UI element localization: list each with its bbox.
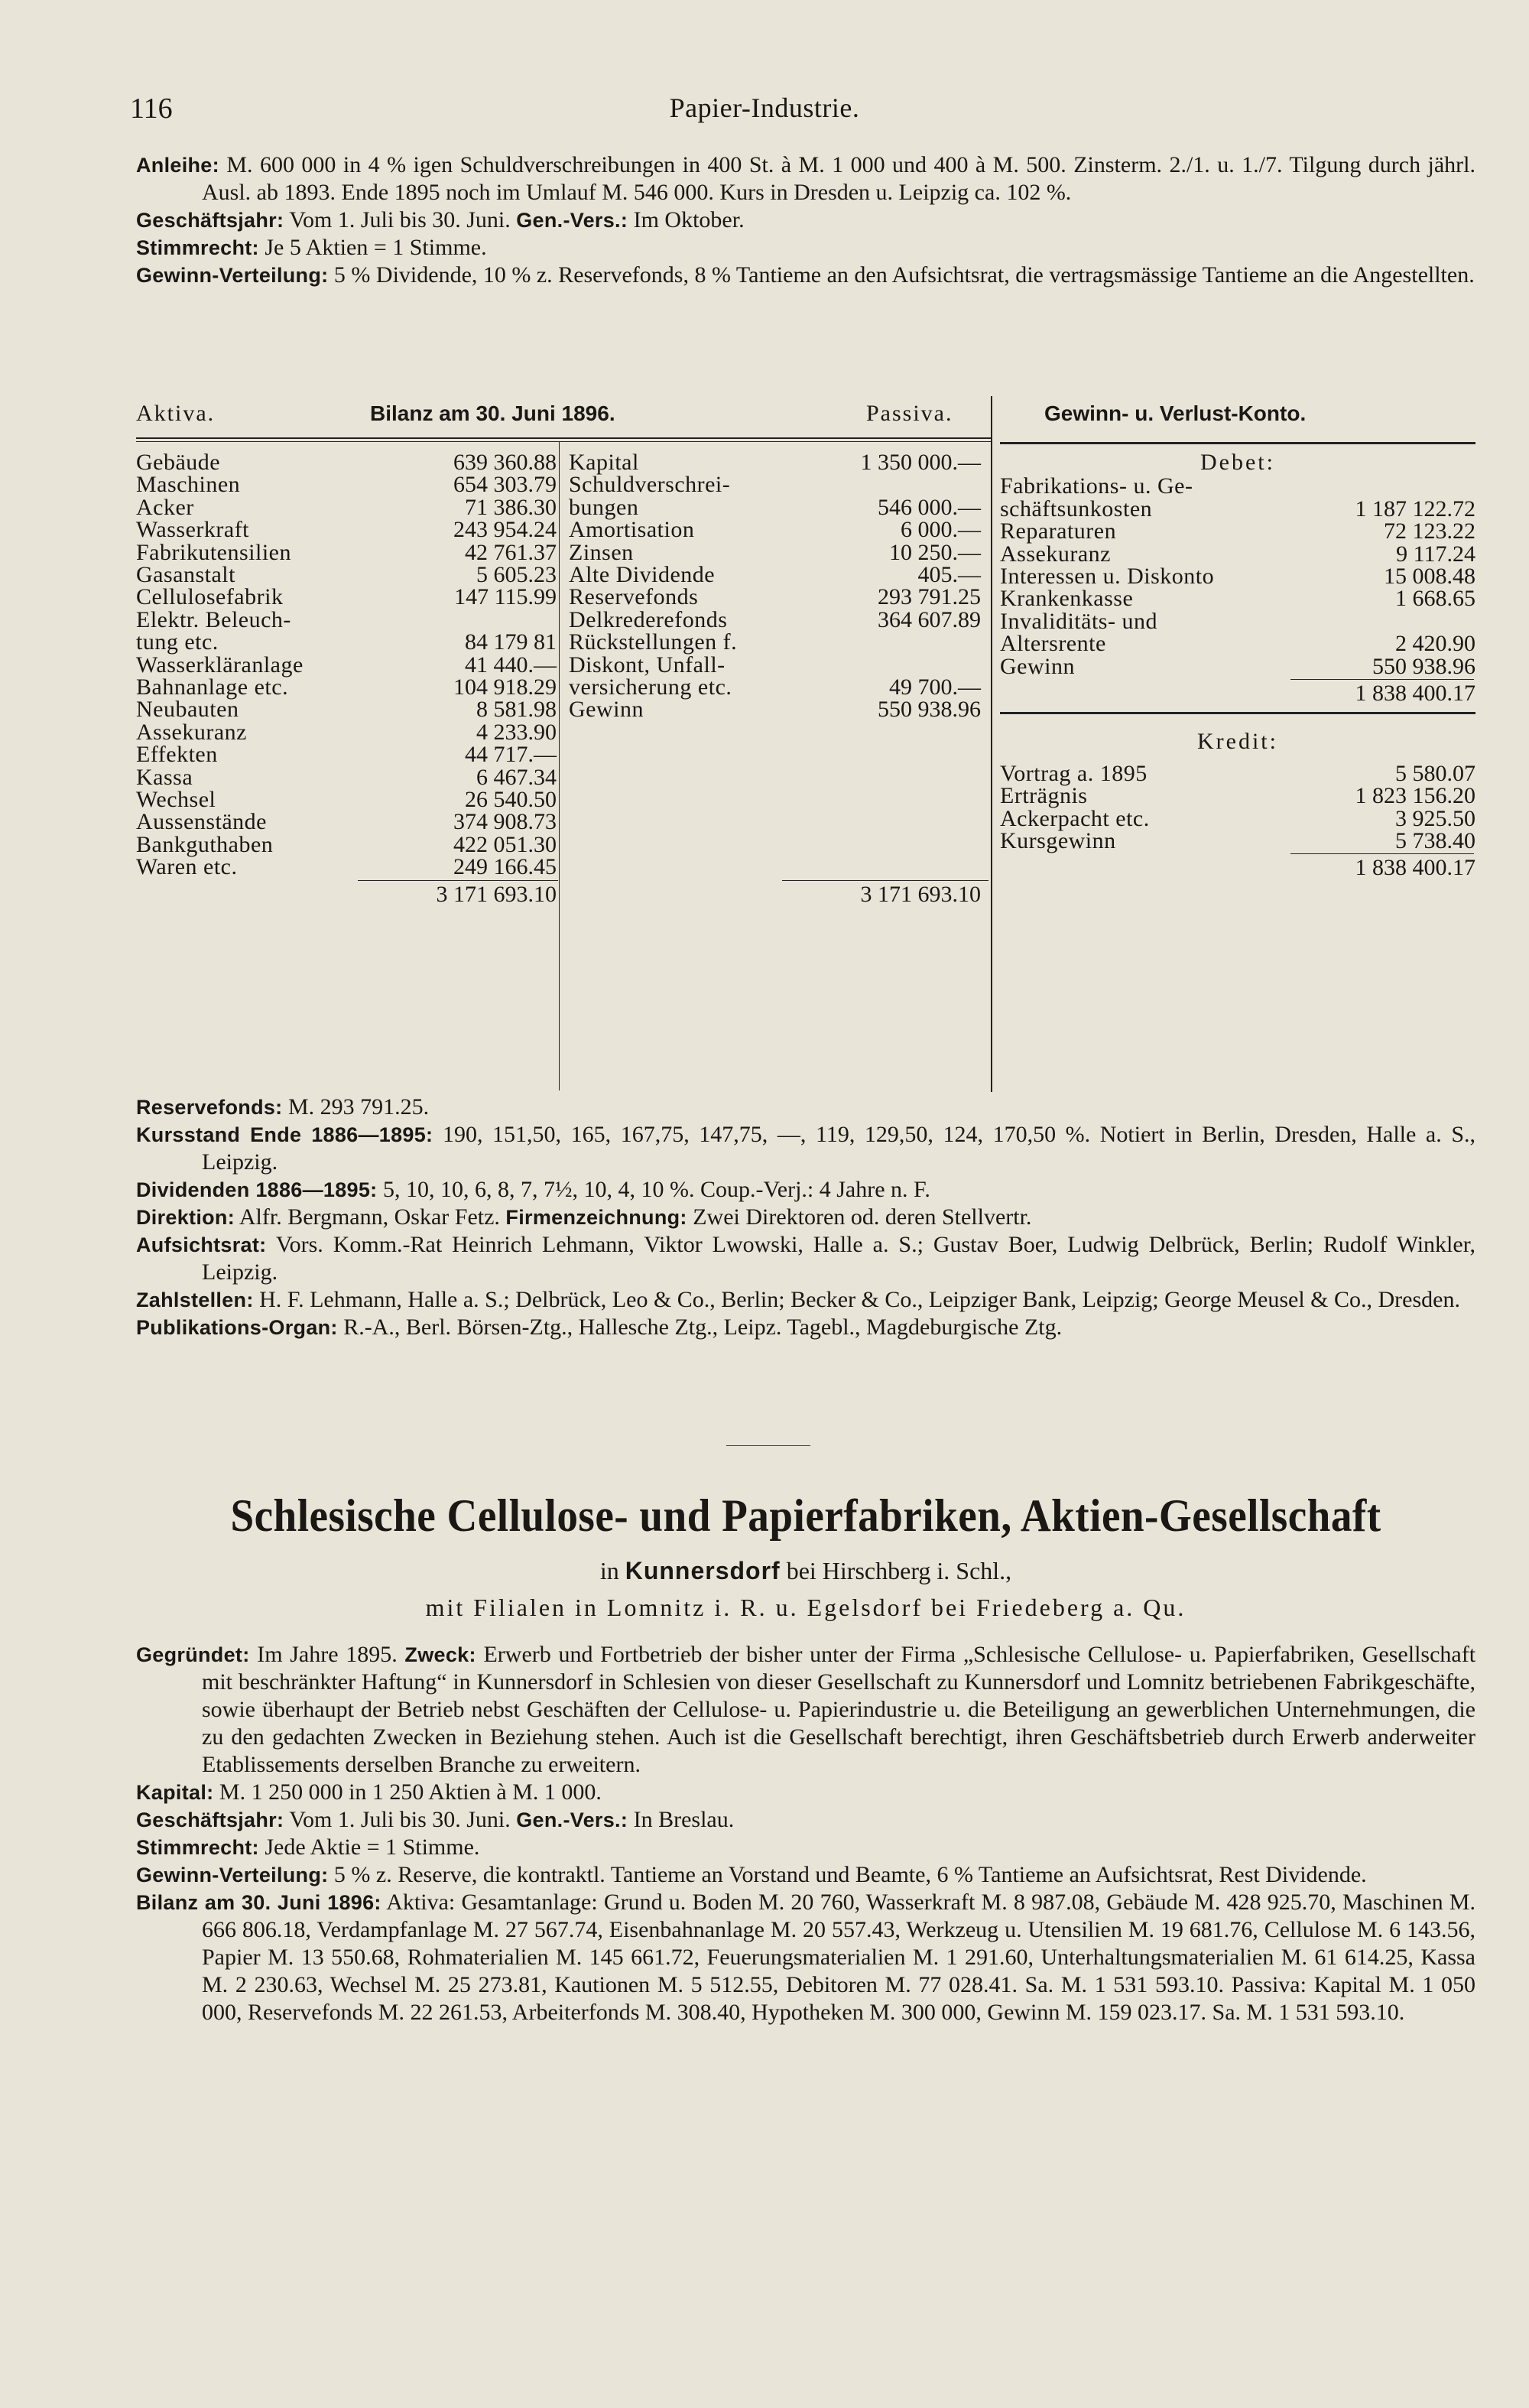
kredit-label-cell: Erträgnis (1000, 783, 1088, 809)
balance-title: Bilanz am 30. Juni 1896. (370, 401, 615, 425)
entry-geschaeftsjahr: Geschäftsjahr: Vom 1. Juli bis 30. Juni. Gen.-Vers.: Im Oktober. (136, 207, 745, 232)
kredit-label-cell: Ackerpacht etc. (1000, 805, 1150, 831)
entry-publikations-organ: Publikations-Organ: R.-A., Berl. Börsen-Ztg., Hallesche Ztg., Leipz. Tagebl., Magdeburgische Ztg. (136, 1314, 1063, 1340)
kredit-sum-rule (1290, 853, 1474, 854)
debet-value-cell: 15 008.48 (1384, 564, 1475, 589)
aktiva-value-cell: 6 467.34 (476, 764, 557, 790)
entry-gewinn-verteilung-2: Gewinn-Verteilung: 5 % z. Reserve, die kontraktl. Tantieme an Vorstand und Beamte, 6 % Tantieme an Aufsichtsrat, Rest Dividende. (136, 1862, 1367, 1887)
passiva-label-cell: bungen (569, 494, 639, 520)
aktiva-label-cell: Kassa (136, 764, 193, 790)
debet-label-cell: schäftsunkosten (1000, 496, 1153, 522)
aktiva-label-cell: Cellulosefabrik (136, 584, 284, 610)
aktiva-label-cell: Elektr. Beleuch- (136, 606, 291, 632)
company-place: Kunnersdorf (625, 1557, 781, 1584)
debet-label-cell: Fabrikations- u. Ge- (1000, 473, 1193, 499)
entry-reservefonds: Reservefonds: M. 293 791.25. (136, 1094, 430, 1120)
passiva-value-cell: 1 350 000.— (860, 450, 981, 475)
passiva-total: 3 171 693.10 (860, 881, 981, 907)
mid-entries (136, 1094, 1475, 1341)
aktiva-label-cell: Gebäude (136, 450, 221, 475)
debet-label-cell: Krankenkasse (1000, 586, 1134, 612)
entry-bilanz-1896: Bilanz am 30. Juni 1896: Aktiva: Gesamtanlage: Grund u. Boden M. 20 760, Wasserkraft M. 8 987.08, Gebäude M. 428 925.70, Maschinen M. 666 806.18, Verdampfanlage M. 27 567.74, Eisenbahnanlage M. 20 557.43, Werkzeug u. Utensilien M. 19 681.76, Cellulose M. 6 143.56, Papier M. 13 550.68, Rohmaterialien M. 145 661.72, Feuerungsmaterialien M. 1 291.60, Unterhaltungsmaterialien M. 61 614.25, Kassa M. 2 230.63, Wechsel M. 25 273.81, Kautionen M. 5 512.55, Debitoren M. 77 028.41. Sa. M. 1 531 593.10. Passiva: Kapital M. 1 050 000, Reservefonds M. 22 261.53, Arbeiterfonds M. 308.40, Hypotheken M. 300 000, Gewinn M. 159 023.17. Sa. M. 1 531 593.10. (136, 1890, 1475, 2025)
section-separator (726, 1445, 810, 1446)
passiva-sum-rule (782, 880, 988, 881)
passiva-value-cell: 10 250.— (889, 539, 981, 565)
aktiva-value-cell: 44 717.— (465, 742, 557, 768)
debet-total: 1 838 400.17 (1355, 681, 1475, 706)
aktiva-label-cell: Bahnanlage etc. (136, 674, 289, 700)
debet-label-cell: Gewinn (1000, 653, 1075, 679)
kredit-total: 1 838 400.17 (1355, 855, 1475, 881)
kredit-value-cell: 1 823 156.20 (1355, 783, 1475, 809)
debet-value-cell: 2 420.90 (1395, 631, 1475, 657)
aktiva-label-cell: Aussenstände (136, 809, 267, 835)
passiva-label-cell: Zinsen (569, 539, 634, 565)
aktiva-value-cell: 26 540.50 (465, 787, 557, 812)
running-title: Papier-Industrie. (669, 93, 860, 123)
entry-dividenden: Dividenden 1886—1895: 5, 10, 10, 6, 8, 7, 7½, 10, 4, 10 %. Coup.-Verj.: 4 Jahre n. F. (136, 1177, 930, 1202)
aktiva-passiva-divider (559, 442, 560, 1090)
aktiva-label-cell: Acker (136, 494, 194, 520)
aktiva-value-cell: 249 166.45 (453, 854, 557, 880)
page-number: 116 (130, 93, 173, 125)
debet-value-cell: 9 117.24 (1396, 541, 1475, 567)
kredit-value-cell: 5 580.07 (1395, 760, 1475, 786)
passiva-value-cell: 293 791.25 (878, 584, 981, 610)
aktiva-value-cell: 42 761.37 (465, 539, 557, 565)
kredit-value-cell: 5 738.40 (1395, 828, 1475, 853)
table-divider (991, 396, 992, 1092)
passiva-label: Passiva. (866, 401, 953, 426)
passiva-label-cell: Amortisation (569, 517, 695, 543)
aktiva-sum-rule (358, 880, 558, 881)
debet-value-cell: 550 938.96 (1372, 653, 1475, 679)
aktiva-value-cell: 243 954.24 (453, 517, 557, 543)
aktiva-value-cell: 71 386.30 (465, 494, 557, 520)
passiva-label-cell: Kapital (569, 450, 639, 475)
kredit-value-cell: 3 925.50 (1395, 805, 1475, 831)
debet-label-cell: Invaliditäts- und (1000, 608, 1157, 634)
aktiva-label-cell: Neubauten (136, 697, 239, 723)
aktiva-value-cell: 84 179 81 (465, 629, 557, 655)
debet-value-cell: 1 187 122.72 (1355, 496, 1475, 522)
aktiva-value-cell: 4 233.90 (476, 719, 557, 745)
entry-stimmrecht-2: Stimmrecht: Jede Aktie = 1 Stimme. (136, 1834, 480, 1860)
aktiva-label-cell: tung etc. (136, 629, 219, 655)
aktiva-value-cell: 639 360.88 (453, 450, 557, 475)
entry-gewinn-verteilung: Gewinn-Verteilung: 5 % Dividende, 10 % z. Reservefonds, 8 % Tantieme an den Aufsichtsrat, die vertragsmässige Tantieme an die Angestellten. (136, 262, 1475, 288)
debet-label-cell: Assekuranz (1000, 541, 1111, 567)
debet-sum-rule (1290, 679, 1474, 680)
aktiva-total: 3 171 693.10 (436, 881, 557, 907)
aktiva-label-cell: Effekten (136, 742, 218, 768)
aktiva-label-cell: Gasanstalt (136, 562, 235, 587)
passiva-value-cell: 364 607.89 (878, 606, 981, 632)
debet-value-cell: 1 668.65 (1395, 586, 1475, 612)
passiva-value-cell: 6 000.— (901, 517, 981, 543)
passiva-value-cell: 405.— (917, 562, 981, 587)
table-rule-top (136, 437, 991, 439)
passiva-label-cell: Rückstellungen f. (569, 629, 738, 655)
aktiva-value-cell: 654 303.79 (453, 472, 557, 498)
aktiva-value-cell: 41 440.— (465, 652, 557, 678)
entry-zahlstellen: Zahlstellen: H. F. Lehmann, Halle a. S.; Delbrück, Leo & Co., Berlin; Becker & Co., Leipziger Bank, Leipzig; George Meusel & Co., Dresden. (136, 1287, 1460, 1312)
aktiva-label-cell: Bankguthaben (136, 831, 274, 857)
aktiva-label: Aktiva. (136, 401, 216, 426)
guv-rule-top (1000, 442, 1475, 444)
passiva-value-cell: 550 938.96 (878, 697, 981, 723)
passiva-label-cell: Diskont, Unfall- (569, 652, 726, 678)
company-location: in Kunnersdorf bei Hirschberg i. Schl., (599, 1557, 1012, 1584)
kredit-label-cell: Kursgewinn (1000, 828, 1116, 853)
entry-anleihe: Anleihe: M. 600 000 in 4 % igen Schuldverschreibungen in 400 St. à M. 1 000 und 400 à M. 500. Zinsterm. 2./1. u. 1./7. Tilgung durch jährl. Ausl. ab 1893. Ende 1895 noch im Umlauf M. 546 000. Kurs in Dresden u. Leipzig ca. 102 %. (136, 152, 1476, 205)
guv-title: Gewinn- u. Verlust-Konto. (1044, 401, 1307, 425)
aktiva-label-cell: Wasserkraft (136, 517, 250, 543)
aktiva-value-cell: 5 605.23 (476, 562, 557, 587)
company-title: Schlesische Cellulose- und Papierfabriken, Aktien-Gesellschaft (230, 1490, 1381, 1541)
entry-kursstand: Kursstand Ende 1886—1895: 190, 151,50, 165, 167,75, 147,75, —, 119, 129,50, 124, 170,50 %. Notiert in Berlin, Dresden, Halle a. S., Leipzig. (136, 1122, 1475, 1175)
passiva-label-cell: versicherung etc. (569, 674, 732, 700)
passiva-value-cell: 546 000.— (878, 494, 981, 520)
bottom-entries (136, 1641, 1475, 2026)
debet-label-cell: Altersrente (1000, 631, 1106, 657)
kredit-label: Kredit: (1197, 729, 1278, 755)
passiva-label-cell: Delkrederefonds (569, 606, 728, 632)
aktiva-value-cell: 8 581.98 (476, 697, 557, 723)
top-entries (136, 151, 1475, 289)
debet-label: Debet: (1200, 450, 1275, 475)
passiva-label-cell: Alte Dividende (569, 562, 716, 587)
aktiva-label-cell: Assekuranz (136, 719, 247, 745)
debet-kredit-rule (1000, 712, 1475, 714)
entry-geschaeftsjahr-2: Geschäftsjahr: Vom 1. Juli bis 30. Juni. Gen.-Vers.: In Breslau. (136, 1807, 735, 1832)
page-header (0, 92, 1529, 130)
aktiva-label-cell: Wechsel (136, 787, 216, 812)
entry-stimmrecht: Stimmrecht: Je 5 Aktien = 1 Stimme. (136, 235, 487, 260)
debet-value-cell: 72 123.22 (1384, 518, 1475, 544)
aktiva-label-cell: Fabrikutensilien (136, 539, 291, 565)
aktiva-label-cell: Maschinen (136, 472, 241, 498)
aktiva-value-cell: 374 908.73 (453, 809, 557, 835)
entry-direktion: Direktion: Alfr. Bergmann, Oskar Fetz. Firmenzeichnung: Zwei Direktoren od. deren Stellvertr. (136, 1204, 1032, 1230)
passiva-label-cell: Gewinn (569, 697, 644, 723)
passiva-label-cell: Schuldverschrei- (569, 472, 731, 498)
entry-gegruendet: Gegründet: Im Jahre 1895. Zweck: Erwerb und Fortbetrieb der bisher unter der Firma „Schlesische Cellulose- u. Papierfabriken, Gesellschaft mit beschränkter Haftung“ in Kunnersdorf in Schlesien von dieser Gesellschaft zu Kunnersdorf und Lomnitz betriebenen Fabrikgeschäfte, sowie überhaupt der Betrieb nebst Geschäften der Cellulose- u. Papierindustrie u. die Beteiligung an gewerblichen Unternehmungen, die zu den gedachten Zwecken in Beziehung stehen. Auch ist die Gesellschaft berechtigt, ihren Geschäftsbetrieb durch Erwerb anderweiter Etablissements derselben Branche zu erweitern. (136, 1642, 1476, 1777)
kredit-label-cell: Vortrag a. 1895 (1000, 760, 1148, 786)
aktiva-label-cell: Wasserkläranlage (136, 652, 304, 678)
debet-label-cell: Reparaturen (1000, 518, 1117, 544)
balance-table (136, 396, 1475, 1100)
aktiva-value-cell: 147 115.99 (454, 584, 557, 610)
passiva-label-cell: Reservefonds (569, 584, 699, 610)
aktiva-label-cell: Waren etc. (136, 854, 238, 880)
aktiva-value-cell: 104 918.29 (453, 674, 557, 700)
table-rule-top-2 (136, 441, 991, 442)
entry-aufsichtsrat: Aufsichtsrat: Vors. Komm.-Rat Heinrich Lehmann, Viktor Lwowski, Halle a. S.; Gustav Boer, Ludwig Delbrück, Berlin; Rudolf Winkler, Leipzig. (136, 1232, 1475, 1285)
aktiva-value-cell: 422 051.30 (453, 831, 557, 857)
passiva-value-cell: 49 700.— (889, 674, 981, 700)
company-filialen: mit Filialen in Lomnitz i. R. u. Egelsdorf bei Friedeberg a. Qu. (425, 1594, 1187, 1621)
debet-label-cell: Interessen u. Diskonto (1000, 564, 1215, 589)
entry-kapital: Kapital: M. 1 250 000 in 1 250 Aktien à M. 1 000. (136, 1779, 602, 1805)
